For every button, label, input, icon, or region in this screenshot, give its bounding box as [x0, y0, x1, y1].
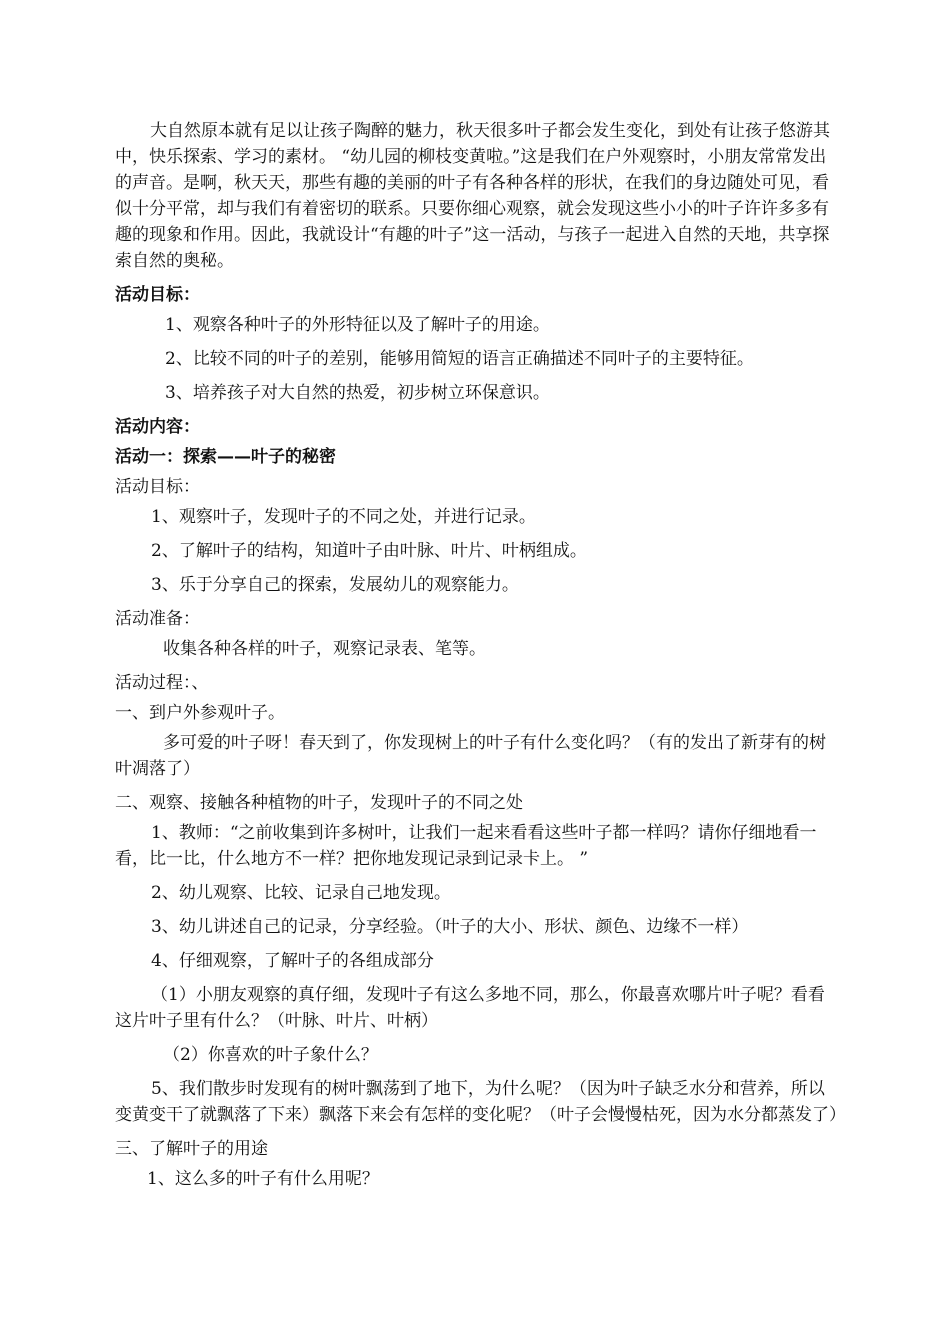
- step3-heading: 三、了解叶子的用途: [115, 1139, 268, 1159]
- goal-item: 2、比较不同的叶子的差别，能够用简短的语言正确描述不同叶子的主要特征。: [165, 349, 754, 369]
- step2-item: 4、仔细观察，了解叶子的各组成部分: [151, 951, 434, 971]
- prep-text: 收集各种各样的叶子，观察记录表、笔等。: [163, 639, 486, 659]
- step2-item5: 5、我们散步时发现有的树叶飘荡到了地下，为什么呢？（因为叶子缺乏水分和营养，所以变黄变干了就飘落了下来）飘落下来会有怎样的变化呢？（叶子会慢慢枯死，因为水分都蒸发了）: [115, 1079, 846, 1125]
- a1-goal-item: 2、了解叶子的结构，知道叶子由叶脉、叶片、叶柄组成。: [151, 541, 587, 561]
- a1-goals-label: 活动目标：: [115, 477, 200, 497]
- activity1-heading: 活动一：探索——叶子的秘密: [115, 447, 336, 467]
- step3-item: 1、这么多的叶子有什么用呢？: [147, 1169, 379, 1189]
- process-label: 活动过程：、: [115, 673, 209, 693]
- goal-item: 3、培养孩子对大自然的热爱，初步树立环保意识。: [165, 383, 550, 403]
- goals-heading: 活动目标：: [115, 285, 200, 305]
- content-heading: 活动内容：: [115, 417, 200, 437]
- sub-item: （1）小朋友观察的真仔细，发现叶子有这么多地不同，那么，你最喜欢哪片叶子呢？看看这片叶子里有什么？（叶脉、叶片、叶柄）: [115, 985, 825, 1031]
- step2-item: 1、教师：“之前收集到许多树叶，让我们一起来看看这些叶子都一样吗？请你仔细地看一看，比一比，什么地方不一样？把你地发现记录到记录卡上。 ”: [115, 823, 817, 869]
- sub-item: （2）你喜欢的叶子象什么？: [163, 1045, 378, 1065]
- intro-paragraph: 大自然原本就有足以让孩子陶醉的魅力，秋天很多叶子都会发生变化，到处有让孩子悠游其中，快乐探索、学习的素材。 “幼儿园的柳枝变黄啦。”这是我们在户外观察时，小朋友常常发出的声音。是啊，秋天天，那些有趣的美丽的叶子有各种各样的形状，在我们的身边随处可见，看似十分平常，却与我们有着密切的联系。只要你细心观察，就会发现这些小小的叶子许许多多有趣的现象和作用。因此，我就设计“有趣的叶子”这一活动，与孩子一起进入自然的天地，共享探索自然的奥秘。: [115, 121, 830, 271]
- step1-heading: 一、到户外参观叶子。: [115, 703, 285, 723]
- document-page: [115, 118, 846, 1200]
- step1-text: 多可爱的叶子呀！春天到了，你发现树上的叶子有什么变化吗？（有的发出了新芽有的树叶凋落了）: [115, 733, 826, 779]
- step2-item: 2、幼儿观察、比较、记录自己地发现。: [151, 883, 451, 903]
- step2-heading: 二、观察、接触各种植物的叶子，发现叶子的不同之处: [115, 793, 523, 813]
- a1-goal-item: 1、观察叶子，发现叶子的不同之处，并进行记录。: [151, 507, 536, 527]
- a1-goal-item: 3、乐于分享自己的探索，发展幼儿的观察能力。: [151, 575, 519, 595]
- step2-item: 3、幼儿讲述自己的记录，分享经验。（叶子的大小、形状、颜色、边缘不一样）: [151, 917, 749, 937]
- prep-label: 活动准备：: [115, 609, 200, 629]
- goal-item: 1、观察各种叶子的外形特征以及了解叶子的用途。: [165, 315, 550, 335]
